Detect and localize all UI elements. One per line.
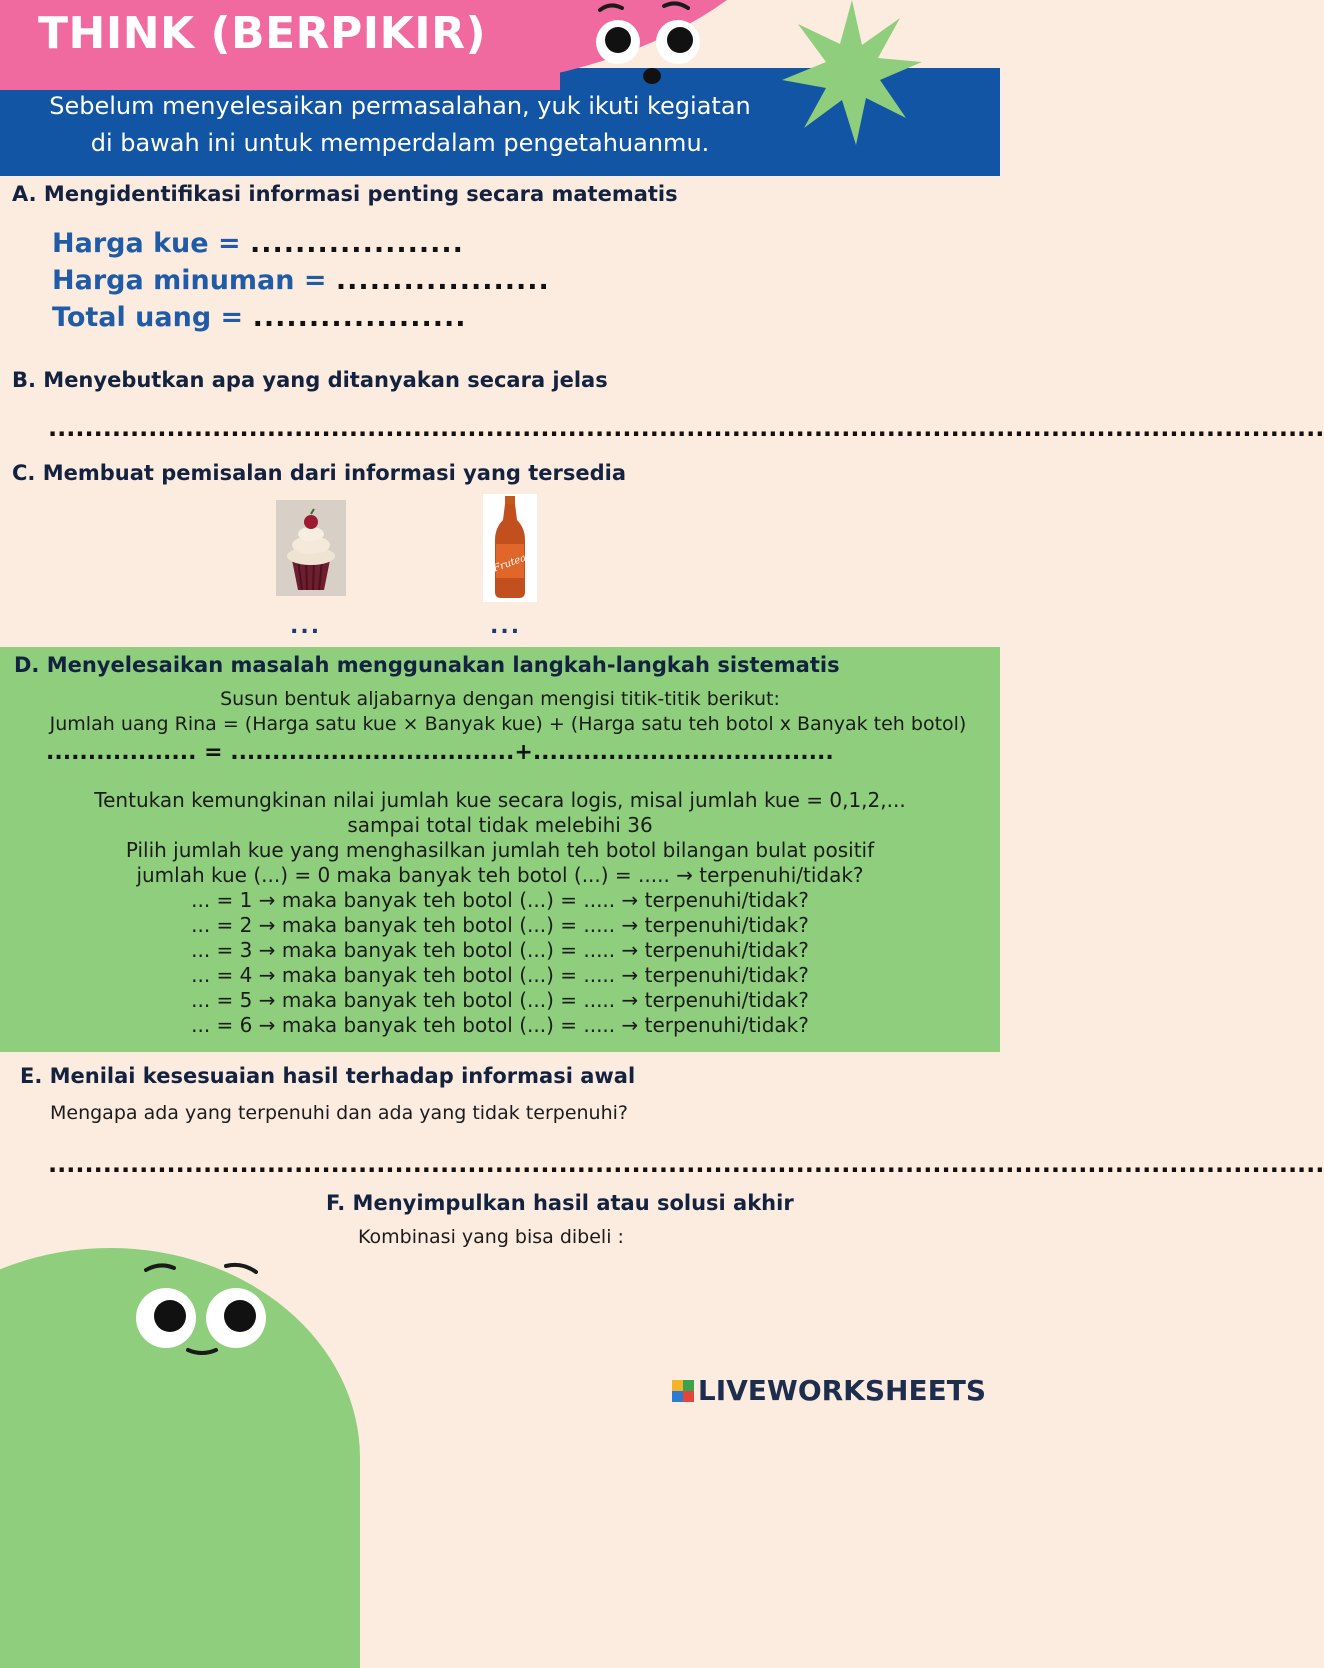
bottle-tea-icon [483,494,537,602]
subtitle-line-2: di bawah ini untuk memperdalam pengetahuanmu. [90,129,710,157]
price-drink-blank[interactable]: ................... [335,265,550,296]
algebra-equation-row [46,740,834,765]
section-b-heading: B. Menyebutkan apa yang ditanyakan secara jelas [12,368,608,392]
price-drink-row [52,265,550,296]
page-title: THINK (BERPIKIR) [38,8,487,59]
evaluation-question: Mengapa ada yang terpenuhi dan ada yang tidak terpenuhi? [50,1102,628,1124]
step-line: ... = 3 → maka banyak teh botol (...) = ..... → terpenuhi/tidak? [191,938,809,962]
price-cake-label: Harga kue = [52,228,241,259]
step-line: sampai total tidak melebihi 36 [347,813,653,837]
step-line: Tentukan kemungkinan nilai jumlah kue secara logis, misal jumlah kue = 0,1,2,... [94,788,906,812]
price-drink-label: Harga minuman = [52,265,327,296]
steps-list [0,788,1000,1038]
conclusion-prompt: Kombinasi yang bisa dibeli : [358,1226,624,1248]
total-money-blank[interactable]: ................... [252,302,467,333]
price-cake-row [52,228,464,259]
star-burst-icon [782,0,922,145]
logo-text: LIVEWORKSHEETS [697,1374,986,1407]
step-line: ... = 2 → maka banyak teh botol (...) = ..... → terpenuhi/tidak? [191,913,809,937]
step-line: Pilih jumlah kue yang menghasilkan jumlah teh botol bilangan bulat positif [125,838,875,862]
section-c-heading: C. Membuat pemisalan dari informasi yang tersedia [12,461,627,485]
subtitle-line-1: Sebelum menyelesaikan permasalahan, yuk ikuti kegiatan [49,92,751,120]
equation-middle-blank[interactable]: .................................. [230,740,515,765]
total-money-label: Total uang = [52,302,244,333]
algebra-formula: Jumlah uang Rina = (Harga satu kue × Banyak kue) + (Harga satu teh botol x Banyak teh botol) [49,713,967,735]
section-f-heading: F. Menyimpulkan hasil atau solusi akhir [326,1191,794,1215]
section-d-heading: D. Menyelesaikan masalah menggunakan langkah-langkah sistematis [14,653,840,677]
equation-left-blank[interactable]: .................. [46,740,197,765]
section-a-heading: A. Mengidentifikasi informasi penting secara matematis [12,182,678,206]
cupcake-variable-blank[interactable]: ... [290,614,322,639]
step-line: ... = 6 → maka banyak teh botol (...) = ..... → terpenuhi/tidak? [191,1013,809,1037]
plus-sign: + [514,740,533,765]
evaluation-answer-blank[interactable]: ............................................................................................................................................ [48,1150,1324,1178]
step-line: jumlah kue (...) = 0 maka banyak teh botol (...) = ..... → terpenuhi/tidak? [136,863,864,887]
step-line: ... = 4 → maka banyak teh botol (...) = ..... → terpenuhi/tidak? [191,963,809,987]
liveworksheets-logo-icon [672,1380,694,1402]
total-money-row [52,302,466,333]
algebra-instruction: Susun bentuk aljabarnya dengan mengisi titik-titik berikut: [220,688,780,710]
bottle-label: Frutea [491,552,528,575]
face-eyes-icon [130,1258,280,1368]
equation-right-blank[interactable]: .................................... [532,740,834,765]
cupcake-icon [276,500,346,596]
subtitle [0,88,800,162]
face-eyes-icon [592,0,702,90]
section-e-heading: E. Menilai kesesuaian hasil terhadap informasi awal [20,1064,636,1088]
step-line: ... = 1 → maka banyak teh botol (...) = ..... → terpenuhi/tidak? [191,888,809,912]
price-cake-blank[interactable]: ................... [250,228,464,259]
question-answer-blank[interactable]: ............................................................................................................................................ [48,414,1324,442]
liveworksheets-logo[interactable] [672,1374,986,1407]
equals-sign: = [204,740,223,765]
step-line: ... = 5 → maka banyak teh botol (...) = ..... → terpenuhi/tidak? [191,988,809,1012]
bottle-variable-blank[interactable]: ... [490,614,522,639]
